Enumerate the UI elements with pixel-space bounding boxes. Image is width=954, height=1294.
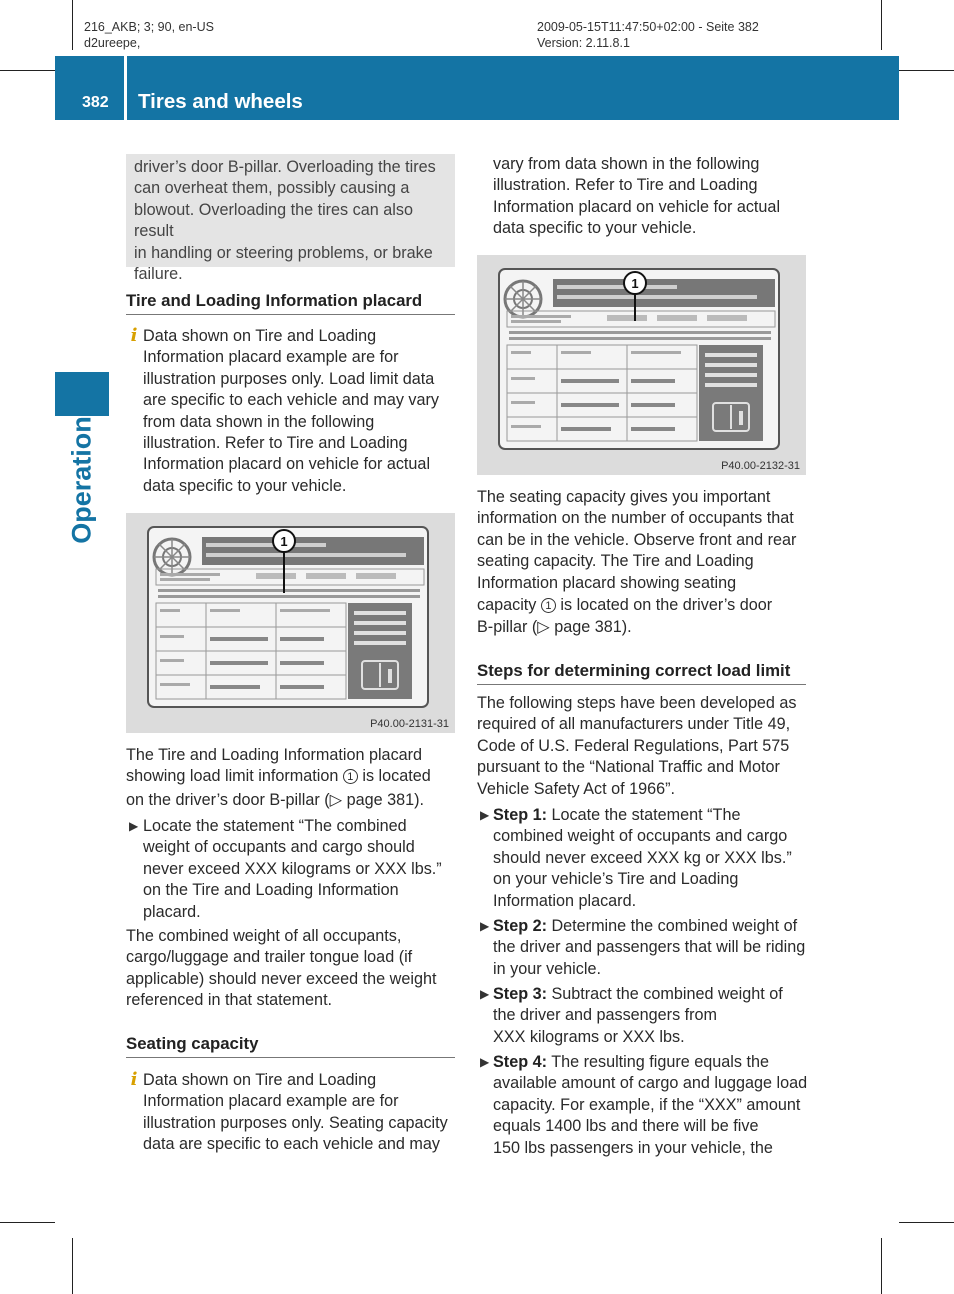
warning-line: can overheat them, possibly causing a	[134, 179, 410, 198]
note-line: illustration. Refer to Tire and Loading	[143, 434, 408, 453]
page-number: 382	[82, 94, 109, 111]
note-line: data are specific to each vehicle and may	[143, 1135, 440, 1154]
meta-line: Version: 2.11.8.1	[537, 36, 630, 50]
step-line: Step 1: Locate the statement “The	[493, 806, 741, 824]
note-line: Data shown on Tire and Loading	[143, 1071, 377, 1089]
step-line: capacity. For example, if the “XXX” amount	[493, 1095, 801, 1114]
chapter-title: Tires and wheels	[138, 90, 303, 113]
figure-code: P40.00-2132-31	[721, 460, 800, 472]
note-line: data specific to your vehicle.	[143, 476, 347, 495]
step-line: 150 lbs passengers in your vehicle, the	[493, 1138, 773, 1157]
figure-callout: 1	[631, 276, 639, 291]
note-line: Information placard example are for	[143, 1092, 399, 1111]
paragraph-line: seating capacity. The Tire and Loading	[477, 552, 754, 571]
paragraph-line: B-pillar (▷ page 381).	[477, 618, 632, 637]
crop-mark	[881, 0, 882, 50]
steps-intro-paragraph	[477, 693, 817, 800]
paragraph-line: applicable) should never exceed the weight	[126, 969, 437, 988]
paragraph-line: The combined weight of all occupants,	[126, 927, 402, 945]
callout-marker: 1	[343, 769, 358, 784]
tire-placard-figure-load-limit	[126, 513, 455, 733]
meta-line: 216_AKB; 3; 90, en-US	[84, 20, 214, 34]
paragraph-line: Code of U.S. Federal Regulations, Part 575	[477, 736, 790, 755]
paragraph-line: pursuant to the “National Traffic and Motor	[477, 758, 780, 777]
crop-mark	[72, 0, 73, 50]
bullet-line: Locate the statement “The combined	[143, 817, 407, 835]
step-line: combined weight of occupants and cargo	[493, 827, 788, 846]
step-line: Information placard.	[493, 891, 637, 910]
print-meta-left	[84, 19, 214, 51]
bullet-instruction	[143, 816, 463, 923]
crop-mark	[0, 1222, 55, 1223]
step-line: available amount of cargo and luggage load	[493, 1074, 808, 1093]
step-line: the driver and passengers from	[493, 1006, 718, 1025]
step-2	[493, 916, 818, 980]
step-line: in your vehicle.	[493, 959, 601, 978]
step-line: Step 4: The resulting figure equals the	[493, 1053, 769, 1071]
step-label: Step 2:	[493, 917, 547, 935]
bullet-arrow-icon: ▶	[129, 819, 139, 833]
note-line: data specific to your vehicle.	[493, 219, 697, 238]
paragraph-line: The seating capacity gives you important	[477, 488, 771, 506]
meta-line: 2009-05-15T11:47:50+02:00 - Seite 382	[537, 20, 759, 34]
owners-manual-panel	[699, 345, 763, 441]
info-note-continued	[493, 154, 813, 240]
step-label: Step 4:	[493, 1053, 547, 1071]
paragraph-line: Information placard showing seating	[477, 573, 737, 592]
paragraph-line: capacity 1 is located on the driver’s door	[477, 596, 773, 615]
info-icon: i	[130, 1069, 138, 1090]
step-line: equals 1400 lbs and there will be five	[493, 1117, 759, 1136]
note-line: vary from data shown in the following	[493, 155, 760, 173]
meta-line: d2ureepe,	[84, 36, 141, 50]
caption-line: The Tire and Loading Information placard	[126, 746, 423, 764]
warning-line: failure.	[134, 265, 183, 284]
seating-info-note	[143, 1070, 463, 1156]
step-label: Step 3:	[493, 985, 547, 1003]
placard-info-note	[143, 326, 463, 497]
callout-marker: 1	[541, 598, 556, 613]
note-line: Information placard on vehicle for actual	[493, 197, 781, 216]
step-1	[493, 805, 818, 912]
bullet-arrow-icon: ▶	[480, 919, 490, 933]
caption-line: showing load limit information 1 is located	[126, 767, 431, 786]
bullet-line: weight of occupants and cargo should	[143, 838, 415, 857]
warning-box	[126, 154, 455, 284]
section-heading-steps: Steps for determining correct load limit	[477, 661, 806, 685]
step-line: the driver and passengers that will be riding	[493, 938, 806, 957]
step-line: Step 3: Subtract the combined weight of	[493, 985, 783, 1003]
step-3	[493, 984, 818, 1048]
section-heading-placard: Tire and Loading Information placard	[126, 291, 455, 315]
bullet-arrow-icon: ▶	[480, 987, 490, 1001]
info-icon: i	[130, 325, 138, 346]
header-divider	[124, 56, 127, 120]
tire-placard-figure-seating	[477, 255, 806, 475]
placard-caption	[126, 745, 461, 811]
note-line: are specific to each vehicle and may vary	[143, 391, 440, 410]
paragraph-line: cargo/luggage and trailer tongue load (if	[126, 948, 413, 967]
crop-mark	[72, 1238, 73, 1294]
crop-mark	[881, 1238, 882, 1294]
figure-callout: 1	[280, 534, 288, 549]
step-line: on your vehicle’s Tire and Loading	[493, 870, 739, 889]
paragraph-line: referenced in that statement.	[126, 991, 333, 1010]
bullet-line: never exceed XXX kilograms or XXX lbs.”	[143, 859, 442, 878]
step-line: Step 2: Determine the combined weight of	[493, 917, 798, 935]
note-line: Information placard example are for	[143, 348, 399, 367]
step-line: should never exceed XXX kg or XXX lbs.”	[493, 848, 792, 867]
note-line: Information placard on vehicle for actual	[143, 455, 431, 474]
step-label: Step 1:	[493, 806, 547, 824]
paragraph-line: Vehicle Safety Act of 1966”.	[477, 779, 675, 798]
side-tab-label: Operation	[66, 416, 97, 544]
combined-weight-paragraph	[126, 926, 461, 1012]
warning-line: in handling or steering problems, or brake	[134, 243, 433, 262]
paragraph-line: The following steps have been developed as	[477, 694, 797, 712]
print-meta-right	[537, 19, 759, 51]
paragraph-line: required of all manufacturers under Title 49,	[477, 715, 791, 734]
tire-icon	[505, 281, 541, 317]
step-4	[493, 1052, 818, 1159]
note-line: from data shown in the following	[143, 412, 375, 431]
warning-line: blowout. Overloading the tires can also result	[134, 200, 413, 241]
warning-line: driver’s door B-pillar. Overloading the tires	[134, 158, 436, 176]
crop-mark	[0, 70, 55, 71]
figure-code: P40.00-2131-31	[370, 718, 449, 730]
step-line: XXX kilograms or XXX lbs.	[493, 1027, 685, 1046]
bullet-arrow-icon: ▶	[480, 808, 490, 822]
paragraph-line: can be in the vehicle. Observe front and rear	[477, 530, 797, 549]
section-heading-seating: Seating capacity	[126, 1034, 455, 1058]
note-line: Data shown on Tire and Loading	[143, 327, 377, 345]
crop-mark	[899, 1222, 954, 1223]
owners-manual-panel	[348, 603, 412, 699]
bullet-line: on the Tire and Loading Information	[143, 881, 399, 900]
note-line: illustration purposes only. Load limit data	[143, 369, 435, 388]
paragraph-line: information on the number of occupants that	[477, 509, 794, 528]
crop-mark	[899, 70, 954, 71]
note-line: illustration purposes only. Seating capacity	[143, 1113, 448, 1132]
bullet-line: placard.	[143, 902, 201, 921]
seating-capacity-paragraph	[477, 487, 817, 639]
caption-line: on the driver’s door B-pillar (▷ page 381).	[126, 790, 424, 809]
bullet-arrow-icon: ▶	[480, 1055, 490, 1069]
note-line: illustration. Refer to Tire and Loading	[493, 176, 758, 195]
tire-icon	[154, 539, 190, 575]
side-tab-marker	[55, 372, 109, 416]
